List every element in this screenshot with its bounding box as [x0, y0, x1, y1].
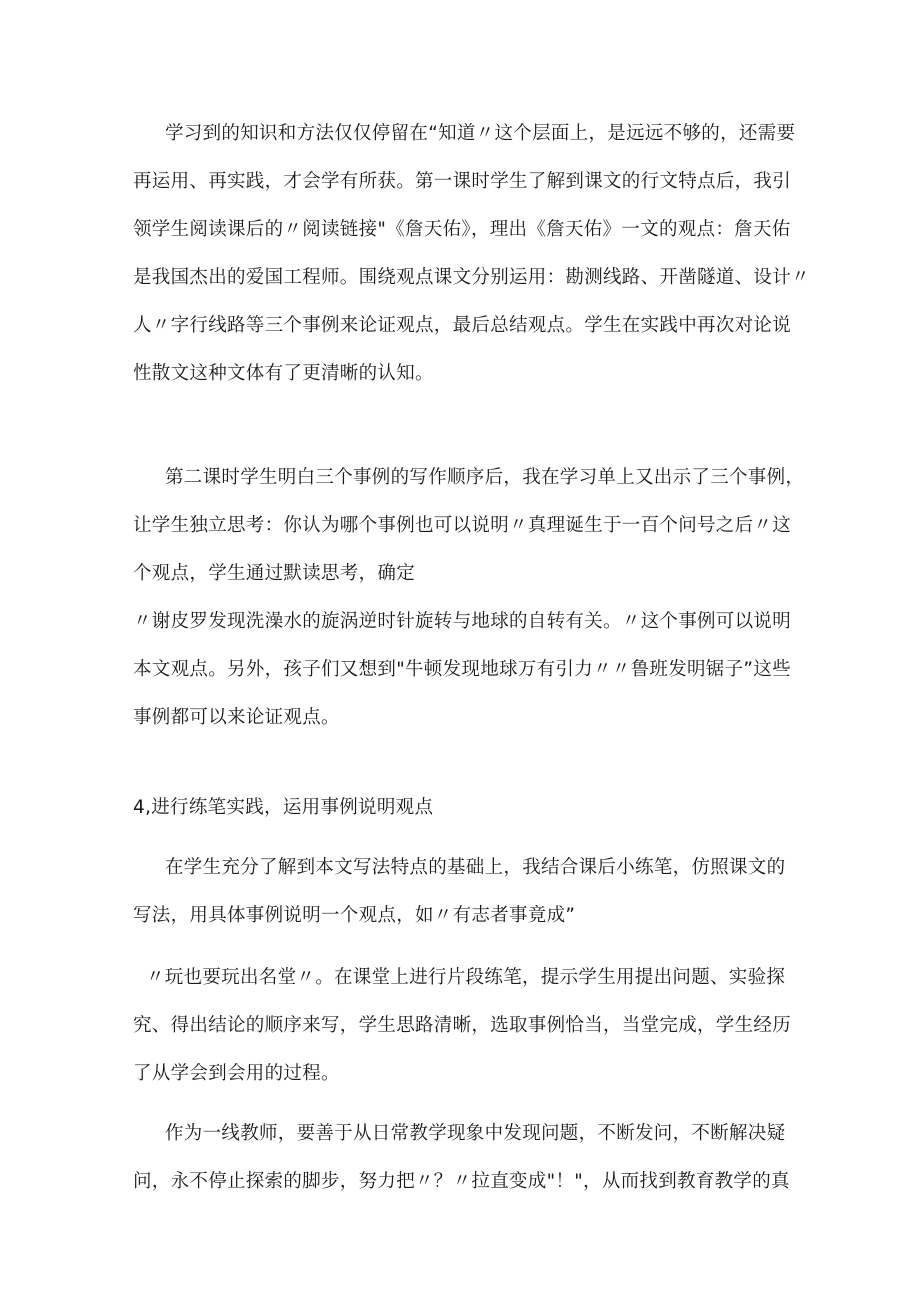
text-line: 在学生充分了解到本文写法特点的基础上，我结合课后小练笔，仿照课文的 — [165, 857, 786, 878]
text-line: 个观点，学生通过默读思考，确定 — [133, 563, 416, 584]
text-line: 事例都可以来论证观点。 — [133, 707, 340, 728]
text-line: 〃谢皮罗发现洗澡水的旋涡逆时针旋转与地球的自转有关。〃这个事例可以说明 — [133, 611, 792, 632]
text-line: 第二课时学生明白三个事例的写作顺序后，我在学习单上又出示了三个事例， — [165, 467, 805, 488]
section-heading: 4,进行练笔实践，运用事例说明观点 — [133, 797, 434, 818]
text-line: 写法，用具体事例说明一个观点，如〃有志者事竟成” — [133, 905, 576, 926]
text-line: 是我国杰出的爱国工程师。围绕观点课文分别运用：勘测线路、开凿隧道、设计〃 — [133, 267, 810, 288]
text-line: 作为一线教师，要善于从日常教学现象中发现问题，不断发问，不断解决疑 — [165, 1123, 786, 1144]
text-line: 再运用、再实践，才会学有所获。第一课时学生了解到课文的行文特点后，我引 — [133, 171, 792, 192]
text-line: 问，永不停止探索的脚步，努力把〃？〃拉直变成"！"，从而找到教育教学的真 — [133, 1171, 790, 1192]
text-line: 了从学会到会用的过程。 — [133, 1063, 340, 1084]
text-line: 〃玩也要玩出名堂〃。在课堂上进行片段练笔，提示学生用提出问题、实验探 — [146, 967, 786, 988]
text-line: 性散文这种文体有了更清晰的认知。 — [133, 363, 434, 384]
text-line: 人〃字行线路等三个事例来论证观点，最后总结观点。学生在实践中再次对论说 — [133, 315, 792, 336]
text-line: 领学生阅读课后的〃阅读链接"《詹天佑》，理出《詹天佑》一文的观点：詹天佑 — [133, 219, 791, 240]
text-line: 究、得出结论的顺序来写，学生思路清晰，选取事例恰当，当堂完成，学生经历 — [133, 1015, 792, 1036]
text-line: 本文观点。另外，孩子们又想到"牛顿发现地球万有引力〃〃鲁班发明锯子”这些 — [133, 659, 791, 680]
text-line: 让学生独立思考：你认为哪个事例也可以说明〃真理诞生于一百个问号之后〃这 — [133, 515, 792, 536]
text-line: 学习到的知识和方法仅仅停留在“知道〃这个层面上，是远远不够的，还需要 — [165, 123, 796, 144]
